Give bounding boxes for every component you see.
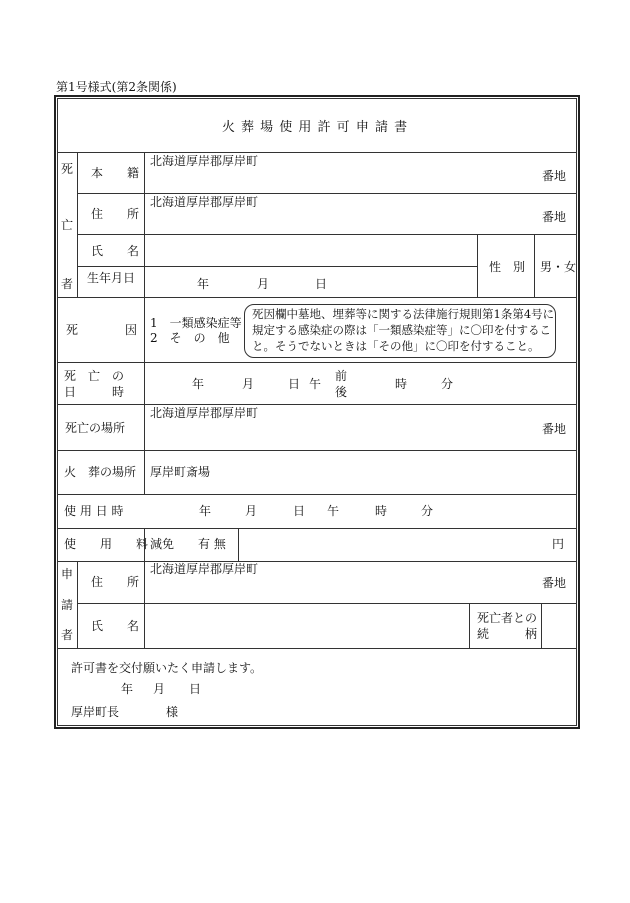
deceased-address-value[interactable]: 北海道厚岸郡厚岸町	[150, 195, 259, 209]
usage-ampm[interactable]: 午	[327, 504, 340, 518]
fee-yen: 円	[552, 537, 565, 551]
cause-note-line: 死因欄中墓地、埋葬等に関する法律施行規則第1条第4号に	[252, 307, 555, 321]
form-number: 第1号様式(第2条関係)	[56, 80, 177, 94]
col-divider	[477, 234, 478, 297]
death-place-banchi: 番地	[542, 422, 567, 436]
sama-label: 様	[166, 705, 179, 719]
row-divider	[57, 648, 577, 649]
row-divider	[77, 266, 477, 267]
row-divider	[57, 561, 577, 562]
applicant-label-char: 申	[61, 567, 74, 581]
sex-value[interactable]: 男・女	[540, 260, 577, 274]
col-divider	[77, 152, 78, 297]
fee-amount-field[interactable]	[239, 529, 539, 560]
cremation-place-label: 火 葬の場所	[64, 465, 137, 479]
birth-year[interactable]: 年	[197, 277, 210, 291]
sex-label: 性 別	[489, 260, 526, 274]
usage-hour[interactable]: 時	[375, 504, 388, 518]
death-date-label-2: 日 時	[64, 385, 125, 399]
death-place-value[interactable]: 北海道厚岸郡厚岸町	[150, 406, 259, 420]
applicant-label-char: 請	[61, 598, 74, 612]
applicant-address-label: 住 所	[91, 575, 140, 589]
usage-minute[interactable]: 分	[421, 504, 434, 518]
form-title: 火 葬 場 使 用 許 可 申 請 書	[221, 120, 409, 135]
cause-note-line: と。そうでないときは「その他」に〇印を付すること。	[252, 339, 540, 353]
deceased-label-char: 死	[61, 162, 74, 176]
applicant-name-label: 氏 名	[91, 619, 140, 633]
col-divider	[534, 234, 535, 297]
cause-option-1[interactable]: 1 一類感染症等	[150, 316, 242, 330]
death-am[interactable]: 前	[335, 369, 348, 383]
death-pm[interactable]: 後	[335, 385, 348, 399]
cause-label-a: 死	[66, 323, 79, 337]
mayor-label: 厚岸町長	[71, 705, 120, 719]
cremation-place-value[interactable]: 厚岸町斎場	[150, 465, 211, 479]
deceased-address-banchi: 番地	[542, 210, 567, 224]
col-divider	[77, 561, 78, 648]
death-minute[interactable]: 分	[441, 377, 454, 391]
death-year[interactable]: 年	[192, 377, 205, 391]
applicant-name-field[interactable]	[145, 604, 468, 647]
cause-label-b: 因	[125, 323, 138, 337]
request-date-year[interactable]: 年	[121, 682, 134, 696]
deceased-name-field[interactable]	[145, 235, 476, 265]
usage-datetime-label: 使 用 日 時	[64, 504, 124, 518]
honseki-label: 本 籍	[91, 166, 140, 180]
death-month[interactable]: 月	[242, 377, 255, 391]
deceased-name-label: 氏 名	[91, 244, 140, 258]
birth-month[interactable]: 月	[257, 277, 270, 291]
birth-day[interactable]: 日	[315, 277, 328, 291]
row-divider	[57, 404, 577, 405]
deceased-label-char: 者	[61, 277, 74, 291]
deceased-address-label: 住 所	[91, 207, 140, 221]
request-date-month[interactable]: 月	[153, 682, 166, 696]
applicant-label-char: 者	[61, 628, 74, 642]
usage-month[interactable]: 月	[245, 504, 258, 518]
row-divider	[77, 193, 577, 194]
fee-label: 使 用 料	[64, 537, 149, 551]
birthdate-label: 生年月日	[87, 271, 136, 285]
usage-day[interactable]: 日	[293, 504, 306, 518]
relation-label-1: 死亡者との	[477, 611, 538, 625]
row-divider	[57, 297, 577, 298]
applicant-address-banchi: 番地	[542, 576, 567, 590]
request-text: 許可書を交付願いたく申請します。	[71, 661, 263, 675]
relation-field[interactable]	[542, 604, 576, 647]
fee-exemption[interactable]: 減免 有 無	[150, 537, 226, 551]
honseki-banchi: 番地	[542, 169, 567, 183]
row-divider	[57, 362, 577, 363]
cause-option-2[interactable]: 2 そ の 他	[150, 331, 230, 345]
death-place-label: 死亡の場所	[65, 421, 126, 435]
cause-note-line: 規定する感染症の際は「一類感染症等」に〇印を付するこ	[252, 323, 551, 337]
request-date-day[interactable]: 日	[189, 682, 202, 696]
honseki-value[interactable]: 北海道厚岸郡厚岸町	[150, 154, 259, 168]
row-divider	[57, 450, 577, 451]
col-divider	[144, 152, 145, 495]
usage-year[interactable]: 年	[199, 504, 212, 518]
relation-label-2: 続 柄	[477, 627, 538, 641]
death-hour[interactable]: 時	[395, 377, 408, 391]
col-divider	[469, 603, 470, 648]
row-divider	[57, 494, 577, 495]
death-date-label-1: 死 亡 の	[64, 369, 125, 383]
death-ampm-prefix: 午	[309, 377, 322, 391]
deceased-label-char: 亡	[61, 218, 74, 232]
row-divider	[57, 152, 577, 153]
applicant-address-value[interactable]: 北海道厚岸郡厚岸町	[150, 562, 259, 576]
death-day[interactable]: 日	[288, 377, 301, 391]
